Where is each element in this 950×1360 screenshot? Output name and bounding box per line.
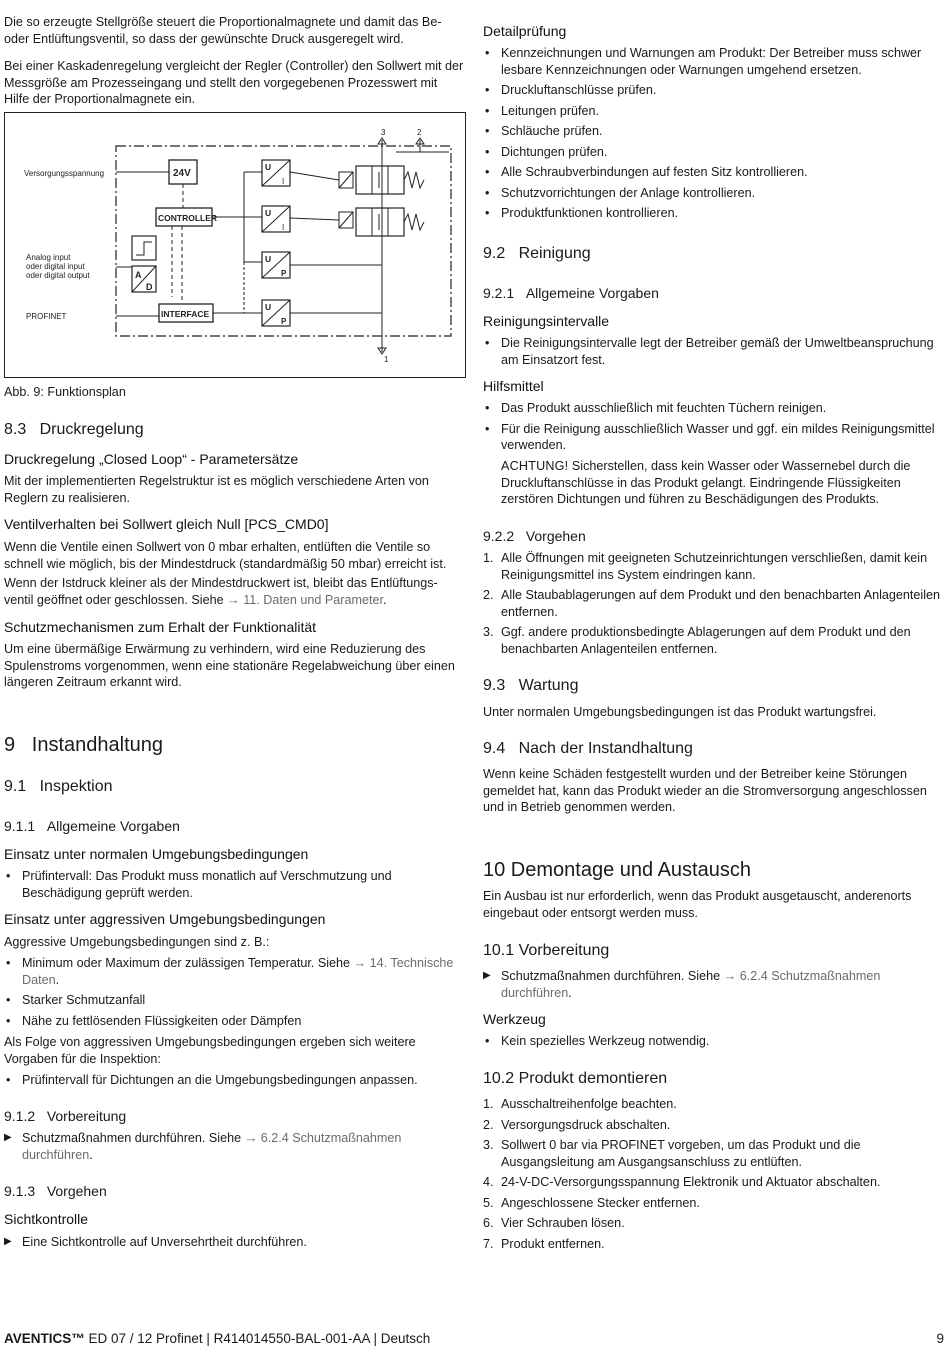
svg-text:P: P	[281, 317, 287, 326]
list-item: 4. 24-V-DC-Versorgungsspannung Elektronik und Aktuator abschalten.	[483, 1175, 881, 1189]
heading-8-3: 8.3 Druckregelung	[4, 421, 144, 438]
disassembly-steps	[483, 1096, 947, 1252]
list-item: • Die Reinigungsintervalle legt der Betreiber gemäß der Umweltbeanspruchung am Einsatzort fest.	[483, 335, 947, 368]
closed-loop-text: Mit der implementierten Regelstruktur ist es möglich verschiedene Arten von Reglern zu realisieren.	[4, 474, 429, 505]
figure-caption: Abb. 9: Funktionsplan	[4, 385, 126, 399]
attention-label: ACHTUNG!	[501, 459, 569, 473]
ref-link[interactable]: 14. Technische Daten	[22, 956, 454, 987]
label-profinet: PROFINET	[26, 312, 67, 321]
list-item: • Produktfunktionen kontrollieren.	[483, 205, 947, 222]
attention-note: ACHTUNG! Sicherstellen, dass kein Wasser oder Wassernebel durch die Druckluftanschlüsse in das Produkt gelangt. Eindringende Flüssigkeiten zerstören Dichtungen und führen zu Beschädigungen des Produkts.	[501, 459, 911, 506]
detail-list	[483, 45, 947, 222]
heading-closed-loop: Druckregelung „Closed Loop“ - Parametersätze	[4, 451, 299, 467]
action-item: ▶ Schutzmaßnahmen durchführen. Siehe → 6.2.4 Schutzmaßnahmen durchführen.	[483, 968, 947, 1001]
heading-protection: Schutzmechanismen zum Erhalt der Funktionalität	[4, 619, 317, 635]
aggressive-intro: Aggressive Umgebungsbedingungen sind z. B.:	[4, 935, 270, 949]
svg-text:U: U	[265, 254, 272, 264]
port-1: 1	[384, 355, 389, 364]
list-item: 7. Produkt entfernen.	[483, 1236, 605, 1251]
heading-9-4: 9.4 Nach der Instandhaltung	[483, 740, 693, 757]
cleaning-steps	[483, 550, 947, 657]
ref-link[interactable]: 6.2.4 Schutzmaßnahmen durchführen	[501, 969, 881, 1000]
heading-valve-behavior: Ventilverhalten bei Sollwert gleich Null [PCS_CMD0]	[4, 516, 329, 532]
label-analog-2: oder digital input	[26, 262, 85, 271]
heading-aggressive-conditions: Einsatz unter aggressiven Umgebungsbedingungen	[4, 911, 326, 927]
heading-detail-check: Detailprüfung	[483, 23, 567, 39]
list-item: 6. Vier Schrauben lösen.	[483, 1216, 625, 1230]
heading-9-2-2: 9.2.2 Vorgehen	[483, 528, 586, 544]
protection-text: Um eine übermäßige Erwärmung zu verhindern, wird eine Reduzierung des Spulenstroms vorgenommen, wenn eine stationäre Regelabweichung über einen längeren Zeitraum erkannt wird.	[4, 642, 455, 689]
heading-10: 10 Demontage und Austausch	[483, 859, 751, 881]
valve-text-2: Wenn der Istdruck kleiner als der Mindestdruckwert ist, bleibt das Entlüftungs-ventil geöffnet oder geschlossen. Siehe → 11. Daten und Parameter.	[4, 576, 438, 607]
list-item: • Alle Schraubverbindungen auf festen Sitz kontrollieren.	[483, 164, 947, 181]
list-item: • Schutzvorrichtungen der Anlage kontrollieren.	[483, 185, 947, 202]
heading-9-1-2: 9.1.2 Vorbereitung	[4, 1108, 127, 1124]
svg-text:D: D	[146, 282, 153, 292]
converter-up-2	[262, 300, 290, 326]
converter-up-1	[262, 252, 290, 278]
svg-text:A: A	[135, 270, 142, 280]
label-analog-1: Analog input	[26, 253, 71, 262]
diagram-boundary	[116, 146, 451, 336]
disassembly-text: Ein Ausbau ist nur erforderlich, wenn das Produkt ausgetauscht, anderenorts eingebaut oder entsorgt werden muss.	[483, 889, 912, 920]
heading-10-2: 10.2 Produkt demontieren	[483, 1070, 668, 1087]
intro-paragraph-2: Bei einer Kaskadenregelung vergleicht der Regler (Controller) den Sollwert mit der Messgröße am Prozesseingang und stellt den vorgegebenen Prozesswert mit Hilfe der Proportionalmagnete ein.	[4, 59, 464, 106]
list-item: • Nähe zu fettlösenden Flüssigkeiten oder Dämpfen	[4, 1013, 464, 1030]
aids-list	[483, 400, 947, 454]
svg-text:U: U	[265, 208, 272, 218]
document-id: ED 07 / 12 Profinet | R414014550-BAL-001-AA | Deutsch	[84, 1331, 431, 1346]
heading-10-1: 10.1 Vorbereitung	[483, 942, 610, 959]
heading-tools: Werkzeug	[483, 1011, 546, 1027]
list-item: • Kein spezielles Werkzeug notwendig.	[483, 1033, 947, 1050]
heading-9: 9 Instandhaltung	[4, 734, 164, 756]
svg-text:I: I	[282, 177, 285, 186]
heading-visual-check: Sichtkontrolle	[4, 1211, 89, 1227]
label-supply: Versorgungsspannung	[24, 169, 105, 178]
list-item: 1. Ausschaltreihenfolge beachten.	[483, 1097, 677, 1111]
svg-text:U: U	[265, 302, 272, 312]
heading-intervals: Reinigungsintervalle	[483, 313, 610, 329]
valve-text-1: Wenn die Ventile einen Sollwert von 0 mbar erhalten, entlüften die Ventile so schnell wie möglich, bis der Mindestdruck (standardmäßig 50 mbar) erreicht ist.	[4, 540, 447, 571]
heading-aids: Hilfsmittel	[483, 378, 544, 394]
port-3: 3	[381, 128, 386, 137]
svg-text:CONTROLLER: CONTROLLER	[158, 213, 218, 223]
svg-text:U: U	[265, 162, 272, 172]
aggressive-list	[4, 955, 464, 1029]
heading-9-3: 9.3 Wartung	[483, 677, 579, 694]
list-item: • Kennzeichnungen und Warnungen am Produkt: Der Betreiber muss schwer lesbare Kennzeichnungen oder Warnungen umgehend ersetzen.	[483, 45, 947, 78]
heading-normal-conditions: Einsatz unter normalen Umgebungsbedingungen	[4, 846, 309, 862]
list-item: • Druckluftanschlüsse prüfen.	[483, 82, 947, 99]
list-item: 3. Sollwert 0 bar via PROFINET vorgeben, um das Produkt und die Ausgangsleitung am Ausgangsanschluss zu entlüften.	[483, 1138, 861, 1169]
list-item: • Schläuche prüfen.	[483, 123, 947, 140]
aggressive-list-2	[4, 1072, 464, 1089]
normal-list	[4, 868, 464, 901]
page-number: 9	[936, 1331, 944, 1346]
list-item: • Leitungen prüfen.	[483, 103, 947, 120]
heading-9-1-3: 9.1.3 Vorgehen	[4, 1183, 107, 1199]
tools-list	[483, 1033, 947, 1050]
list-item: • Prüfintervall für Dichtungen an die Umgebungsbedingungen anpassen.	[4, 1072, 464, 1089]
list-item: • Das Produkt ausschließlich mit feuchten Tüchern reinigen.	[483, 400, 947, 417]
list-item: 2. Versorgungsdruck abschalten.	[483, 1117, 671, 1132]
list-item: • Dichtungen prüfen.	[483, 144, 947, 161]
list-item: • Für die Reinigung ausschließlich Wasser und ggf. ein mildes Reinigungsmittel verwenden.	[483, 421, 947, 454]
function-diagram	[4, 112, 466, 378]
aggressive-follow: Als Folge von aggressiven Umgebungsbedingungen ergeben sich weitere Vorgaben für die Inspektion:	[4, 1035, 416, 1066]
label-analog-3: oder digital output	[26, 271, 90, 280]
list-item: 1. Alle Öffnungen mit geeigneten Schutzeinrichtungen verschließen, damit kein Reinigungsmittel ins System eindringen kann.	[483, 551, 928, 582]
intro-paragraph-1: Die so erzeugte Stellgröße steuert die Proportionalmagnete und damit das Be- oder Entlüftungsventil, so dass der gewünschte Druck ausgeregelt wird.	[4, 15, 442, 46]
maintenance-text: Unter normalen Umgebungsbedingungen ist das Produkt wartungsfrei.	[483, 705, 877, 719]
list-item: • Prüfintervall: Das Produkt muss monatlich auf Verschmutzung und Beschädigung geprüft werden.	[4, 868, 464, 901]
brand-name: AVENTICS™	[4, 1331, 85, 1346]
ref-link[interactable]: 6.2.4 Schutzmaßnahmen durchführen	[22, 1131, 402, 1162]
list-item: • Starker Schmutzanfall	[4, 992, 464, 1009]
ref-link[interactable]: 11. Daten und Parameter	[243, 592, 384, 607]
heading-9-2-1: 9.2.1 Allgemeine Vorgaben	[483, 285, 659, 301]
svg-text:I: I	[282, 223, 285, 232]
heading-9-1: 9.1 Inspektion	[4, 778, 113, 795]
page-footer	[4, 1331, 944, 1348]
list-item: • Minimum oder Maximum der zulässigen Temperatur. Siehe → 14. Technische Daten.	[4, 955, 464, 988]
list-item: 3. Ggf. andere produktionsbedingte Ablagerungen auf dem Produkt und den benachbarten Anlagenteilen entfernen.	[483, 625, 911, 656]
heading-9-1-1: 9.1.1 Allgemeine Vorgaben	[4, 818, 180, 834]
intervals-list	[483, 335, 947, 368]
port-2: 2	[417, 128, 422, 137]
list-item: 2. Alle Staubablagerungen auf dem Produkt und den benachbarten Anlagenteilen entfernen.	[483, 588, 941, 619]
action-item: ▶ Eine Sichtkontrolle auf Unversehrtheit durchführen.	[4, 1234, 464, 1251]
svg-text:P: P	[281, 269, 287, 278]
heading-9-2: 9.2 Reinigung	[483, 245, 591, 262]
after-maintenance-text: Wenn keine Schäden festgestellt wurden und der Betreiber keine Störungen gemeldet hat, kann das Produkt wieder an die Stromversorgung angeschlossen und in Betrieb genommen werden.	[483, 767, 927, 814]
list-item: 5. Angeschlossene Stecker entfernen.	[483, 1195, 700, 1210]
svg-text:INTERFACE: INTERFACE	[161, 309, 210, 319]
converter-ui-1	[262, 160, 290, 186]
svg-text:24V: 24V	[173, 168, 191, 179]
action-item: ▶ Schutzmaßnahmen durchführen. Siehe → 6.2.4 Schutzmaßnahmen durchführen.	[4, 1130, 464, 1163]
converter-ui-2	[262, 206, 290, 232]
